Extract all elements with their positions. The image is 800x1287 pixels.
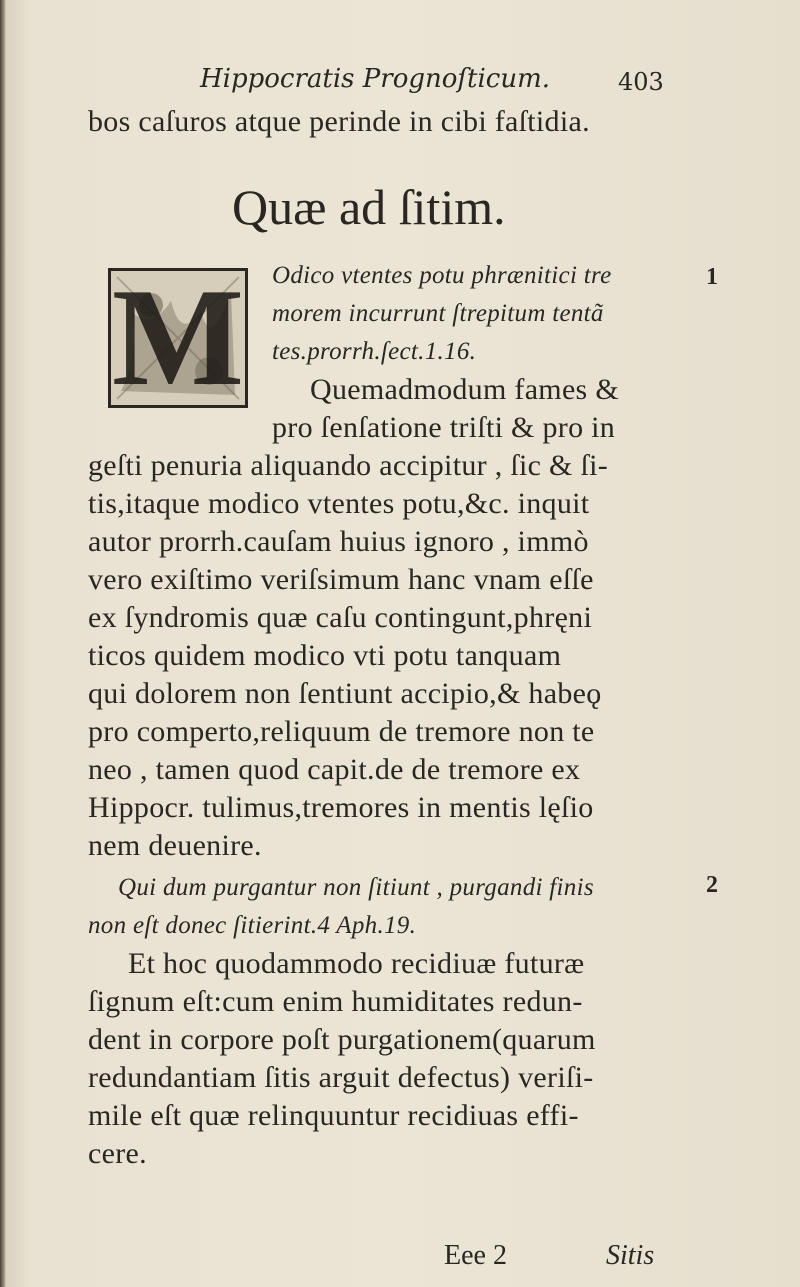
commentary1-line-8: ticos quidem modico vti potu tanquam [88, 639, 562, 672]
commentary2-line-1: Et hoc quodammodo recidiuæ futuræ [128, 947, 585, 980]
section-heading: Quæ ad ſitim. [232, 179, 506, 235]
commentary1-line-4: tis,itaque modico vtentes potu,&c. inquit [88, 487, 590, 520]
commentary1-line-1: Quemadmodum fames & [310, 373, 619, 406]
page-number: 403 [618, 68, 664, 96]
commentary2-line-4: redundantiam ſitis arguit defectus) veriſi- [88, 1061, 594, 1094]
commentary1-line-2: pro ſenſatione triſti & pro in [272, 411, 616, 444]
commentary2-line-5: mile eſt quæ relinquuntur recidiuas effi- [88, 1099, 579, 1132]
aphorism2-line-1: Qui dum purgantur non ſitiunt , purgandi finis [118, 874, 594, 901]
commentary2-line-3: dent in corpore poſt purgationem(quarum [88, 1023, 596, 1056]
commentary2-line-6: cere. [88, 1137, 147, 1170]
running-title: Hippocratis Prognoſticum. [200, 64, 551, 94]
aphorism2-line-2: non eſt donec ſitierint.4 Aph.19. [88, 912, 417, 939]
initial-letter: M [111, 268, 245, 408]
commentary1-line-5: autor prorrh.cauſam huius ignoro , immò [88, 525, 589, 558]
aphorism1-line-2: morem incurrunt ſtrepitum tentã [272, 300, 604, 327]
commentary1-line-10: pro comperto,reliquum de tremore non te [88, 715, 595, 748]
page-header [200, 62, 664, 102]
commentary1-line-9: qui dolorem non ſentiunt accipio,& habeǫ [88, 677, 602, 710]
aphorism1-line-3: tes.prorrh.ſect.1.16. [272, 338, 477, 365]
commentary1-line-11: neo , tamen quod capit.de de tremore ex [88, 753, 581, 786]
margin-note-1: 1 [706, 264, 718, 290]
commentary1-line-3: geſti penuria aliquando accipitur , ſic & ſi- [88, 449, 608, 482]
binding-edge [0, 0, 6, 1287]
commentary2-line-2: ſignum eſt:cum enim humiditates redun- [88, 985, 583, 1018]
commentary1-line-13: nem deuenire. [88, 829, 262, 862]
commentary1-line-6: vero exiſtimo veriſsimum hanc vnam eſſe [88, 563, 594, 596]
catchword: Sitis [606, 1240, 655, 1271]
signature-mark: Eee 2 [444, 1240, 507, 1271]
margin-note-2: 2 [706, 872, 718, 898]
aphorism1-line-1: Odico vtentes potu phrænitici tre [272, 262, 612, 289]
commentary1-line-12: Hippocr. tulimus,tremores in mentis lęſio [88, 791, 594, 824]
decorated-initial [108, 268, 248, 408]
carryover-line: bos caſuros atque perinde in cibi faſtidia. [88, 105, 590, 138]
commentary1-line-7: ex ſyndromis quæ caſu contingunt,phręni [88, 601, 593, 634]
